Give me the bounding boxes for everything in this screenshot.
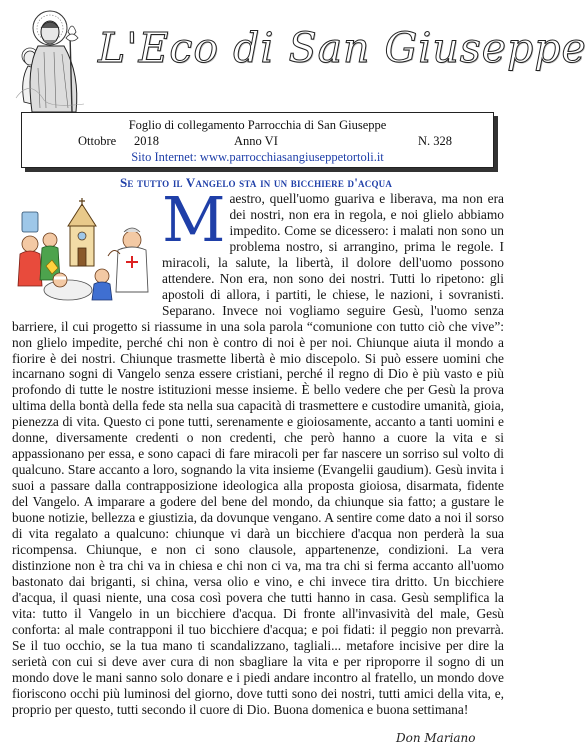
article-title: Se tutto il Vangelo sta in un bicchiere d'acqua (119, 175, 393, 190)
parish-line: Foglio di collegamento Parrocchia di San Giuseppe (128, 118, 387, 132)
info-box (21, 112, 494, 168)
drop-cap: M (162, 183, 226, 256)
article-body (12, 183, 504, 717)
issue-number: N. 328 (418, 134, 453, 148)
issue-year: 2018 (134, 134, 159, 148)
signature: Don Mariano (396, 731, 476, 745)
article-text: aestro, quell'uomo guariva e liberava, ma non era dei nostri, non era in regola, e noi glielo abbiamo impedito. Come se dicessero: i malati non sono un problema nostro, si arrangino, prima le regole. I miracoli, la salute, la libertà, il dolore dell'uomo possono attendere. Non era, non sono dei nostri. Tutti lo ripetono: gli apostoli di allora, i partiti, le chiese, le nazioni, i sovranisti. Separano. Invece noi vogliamo seguire Gesù, l'uomo senza barriere, il cui progetto si riassume in una sola parola “comunione con tutto ciò che vive”: non glielo impedite, perché chi non è contro di noi è per noi. Chiunque aiuta il mondo a fiorire è dei nostri. Chiunque trasmette libertà è mio discepolo. Si può essere uomini che incarnano sogni di Vangelo senza essere cristiani, perché il regno di Dio è più vasto e più profondo di tutte le nostre istituzioni messe insieme. È bello vedere che per Gesù la prova ultima della bontà della fede sta nella sua capacità di trasmettere e custodire umanità, gioia, pienezza di vita. Questo ci pone tutti, serenamente e gioiosamente, accanto a tanti uomini e donne, diversamente credenti o non credenti, che però hanno a cuore la vita e si appassionano per essa, e sono capaci di fare miracoli per far nascere un sorriso sul volto di qualcuno. Stare accanto a loro, sognando la vita insieme (Evangelii gaudium). Gesù invita i suoi a passare dalla contrapposizione ideologica alla proposta gioiosa, disarmata, fidente del Vangelo. A imparare a godere del bene del mondo, da chiunque sia fatto; a gustare le buone notizie, bellezza e giustizia, da dovunque vengano. A sentire come dato a noi il sorso di vita regalato a qualcuno: chiunque vi darà un bicchiere d'acqua non perderà la sua ricompensa. Chiunque, e non ci sono clausole, appartenenze, condizioni. La vera distinzione non è tra chi va in chiesa e chi non ci va, ma tra chi si ferma accanto all'uomo bastonato dai briganti, si china, versa olio e vino, e chi invece tira dritto. Un bicchiere d'acqua, il quasi niente, una cosa così povera che tutti hanno in casa. Gesù semplifica la vita: tutto il Vangelo in un bicchiere d'acqua. Di fronte all'invasività del male, Gesù conforta: al male contrapponi il tuo bicchiere d'acqua; e poi fidati: il peggio non prevarrà. Se il tuo occhio, se la tua mano ti scandalizzano, tagliali... metafore incisive per dire la serietà con cui si deve aver cura di non sbagliare la vita e per riproporre il sogno di un mondo dove le mani sanno solo donare e i piedi andare incontro al fratello, un mondo dove fioriscono occhi più luminosi del giorno, dove tutti sono dei nostri, tutti amici della vita, e, proprio per questo, tutti secondo il cuore di Dio. Buona domenica e buona settimana! (12, 191, 504, 717)
website-link[interactable]: Sito Internet: www.parrocchiasangiuseppetortoli.it (131, 150, 384, 164)
masthead-title: L'Eco di San Giuseppe (98, 24, 587, 72)
illustration-space (12, 191, 162, 303)
issue-month: Ottobre (78, 134, 117, 148)
issue-anno: Anno VI (234, 134, 278, 148)
saint-joseph-illustration (10, 8, 90, 114)
